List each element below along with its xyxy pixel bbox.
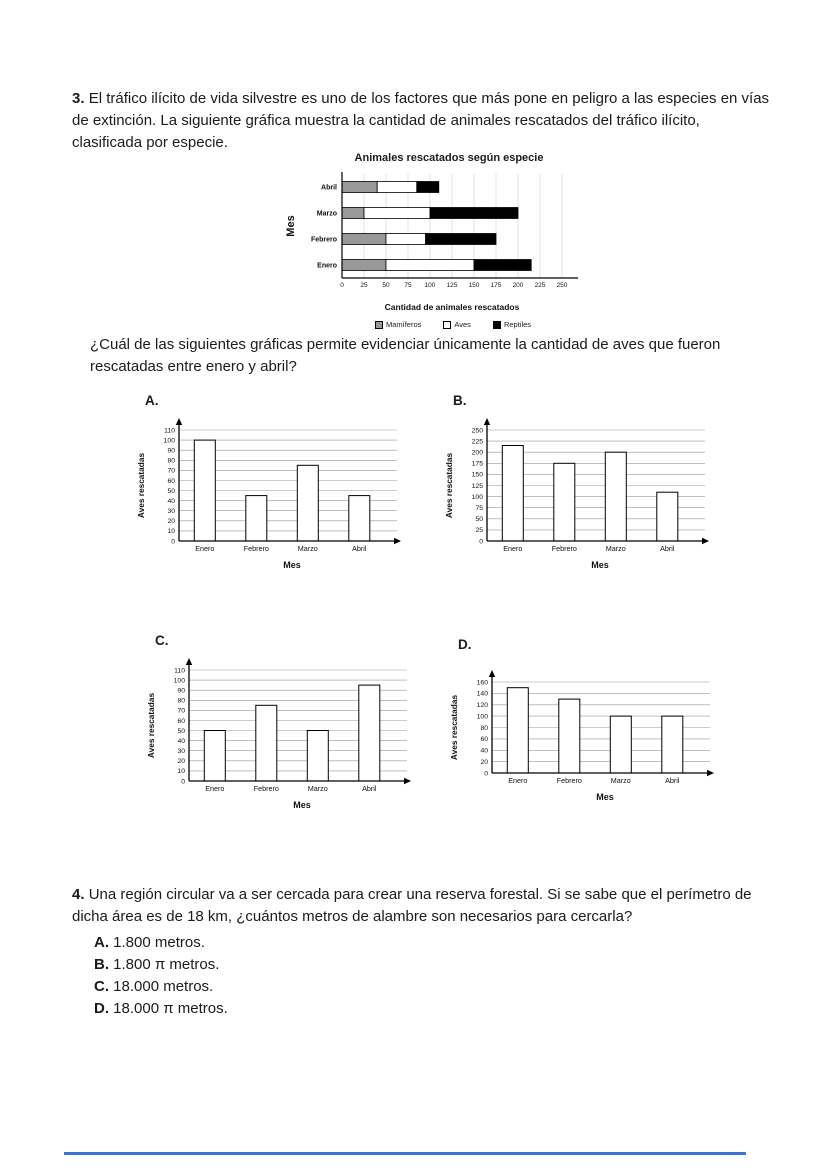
question-4-option-a [94,932,228,953]
svg-text:20: 20 [167,518,175,526]
option-b-chart [443,416,713,571]
question-4-option-c-text: 18.000 metros. [113,978,214,995]
segment-febrero-mamiferos [342,234,386,245]
svg-text:Marzo: Marzo [316,210,337,218]
bar-marzo [605,452,626,541]
chart-title: Animales rescatados según especie [354,152,544,164]
svg-text:70: 70 [167,467,175,475]
bar-abril [662,716,683,773]
question-4-body: Una región circular va a ser cercada para crear una reserva forestal. Si se sabe que el perímetro de dicha área es de 18 km, ¿cuántos metros de alambre son necesarios para cercarla? [72,886,752,925]
option-b-chart [443,416,713,571]
question-4-option-d [94,998,228,1019]
svg-text:250: 250 [471,427,483,435]
question-4-option-a-text: 1.800 metros. [113,934,205,951]
segment-enero-mamiferos [342,260,386,271]
x-axis-arrow-icon [404,778,411,784]
question-4-option-d-text: 18.000 π metros. [113,1000,228,1017]
svg-text:175: 175 [471,460,483,468]
svg-text:100: 100 [424,282,436,289]
svg-text:0: 0 [340,282,344,289]
segment-marzo-reptiles [430,208,518,219]
svg-text:0: 0 [479,538,483,546]
svg-text:Aves rescatadas: Aves rescatadas [146,692,156,759]
svg-text:40: 40 [480,747,488,755]
svg-text:0: 0 [181,778,185,786]
bar-febrero [256,705,277,781]
svg-text:10: 10 [167,528,175,536]
option-c-label: C. [155,633,169,648]
svg-text:Febrero: Febrero [551,544,577,553]
svg-text:50: 50 [167,487,175,495]
svg-text:40: 40 [177,737,185,745]
svg-text:10: 10 [177,768,185,776]
svg-text:110: 110 [164,427,175,435]
stacked-bar-chart-block [278,152,594,329]
question-4-text [72,884,784,928]
svg-text:120: 120 [476,702,488,709]
option-a-label: A. [145,393,159,408]
question-4-option-b-text: 1.800 π metros. [113,956,220,973]
segment-febrero-aves [386,234,426,245]
svg-text:Febrero: Febrero [253,784,279,793]
option-d-chart-block [448,637,718,803]
svg-text:Febrero: Febrero [243,544,269,553]
option-d-label: D. [458,637,472,652]
svg-text:Mes: Mes [596,792,614,802]
svg-text:60: 60 [480,736,488,744]
segment-febrero-reptiles [426,234,496,245]
svg-text:75: 75 [475,505,483,512]
svg-text:50: 50 [382,282,390,289]
y-axis-arrow-icon [186,658,192,665]
option-b-label: B. [453,393,467,408]
svg-text:70: 70 [177,707,185,715]
option-a-chart-block [135,393,405,571]
svg-text:75: 75 [404,282,412,289]
question-3-number: 3. [72,90,85,107]
svg-text:Febrero: Febrero [310,236,337,244]
option-a-chart [135,416,405,571]
svg-text:0: 0 [171,538,175,546]
svg-text:Enero: Enero [508,776,528,785]
svg-text:60: 60 [167,477,175,485]
segment-abril-mamiferos [342,182,377,193]
svg-text:Marzo: Marzo [297,544,318,553]
bar-febrero [246,496,267,541]
legend-swatch-aves [443,321,451,329]
x-axis-arrow-icon [394,538,401,544]
svg-text:Marzo: Marzo [605,544,626,553]
bar-febrero [559,699,580,773]
segment-abril-reptiles [417,182,439,193]
svg-text:175: 175 [490,282,502,289]
svg-text:125: 125 [471,482,483,490]
svg-text:Enero: Enero [503,544,523,553]
bar-marzo [307,731,328,782]
svg-text:Mes: Mes [283,560,301,570]
option-c-chart [145,656,415,811]
svg-text:25: 25 [360,282,368,289]
legend-label-mamiferos: Mamíferos [385,320,422,329]
svg-text:80: 80 [480,724,488,732]
svg-text:200: 200 [471,449,483,457]
svg-text:Enero: Enero [317,262,337,270]
svg-text:100: 100 [163,437,175,445]
legend-item-aves [443,320,471,329]
bar-abril [657,492,678,541]
svg-text:125: 125 [446,282,458,289]
legend-swatch-mamiferos [375,321,383,329]
chart-legend [278,320,594,329]
legend-item-reptiles [493,320,531,329]
option-b-chart-block [443,393,713,571]
legend-label-aves: Aves [454,320,471,329]
svg-text:140: 140 [476,690,488,698]
svg-text:Abril: Abril [321,184,337,192]
svg-text:25: 25 [475,527,483,535]
question-3-text [72,88,770,154]
svg-text:30: 30 [177,748,185,755]
svg-text:Abril: Abril [665,776,680,785]
y-axis-arrow-icon [489,670,495,677]
footer-rule [64,1152,746,1155]
svg-text:110: 110 [174,667,185,675]
svg-text:100: 100 [173,677,185,685]
svg-text:250: 250 [556,282,568,289]
segment-marzo-aves [364,208,430,219]
svg-text:100: 100 [471,493,483,501]
svg-text:30: 30 [167,508,175,515]
svg-text:Marzo: Marzo [610,776,631,785]
option-c-chart-block [145,633,415,811]
svg-text:0: 0 [484,770,488,778]
svg-text:Abril: Abril [352,544,367,553]
bar-enero [194,440,215,541]
svg-text:50: 50 [475,516,483,524]
svg-text:40: 40 [167,497,175,505]
svg-text:100: 100 [476,713,488,721]
svg-text:150: 150 [468,282,480,289]
svg-text:90: 90 [167,447,175,455]
y-axis-arrow-icon [484,418,490,425]
svg-text:Aves rescatadas: Aves rescatadas [449,694,459,761]
option-d-chart [448,668,718,803]
bar-enero [204,731,225,782]
stacked-bar-chart [278,168,594,316]
segment-marzo-mamiferos [342,208,364,219]
svg-text:Mes: Mes [591,560,609,570]
bar-enero [507,688,528,773]
bar-abril [349,496,370,541]
x-axis-arrow-icon [707,770,714,776]
svg-text:Abril: Abril [660,544,675,553]
question-4-option-d-letter: D. [94,1000,109,1017]
svg-text:Marzo: Marzo [307,784,328,793]
svg-text:60: 60 [177,717,185,725]
bar-marzo [610,716,631,773]
legend-item-mamiferos [375,320,421,329]
question-4-option-c [94,976,228,997]
question-3-body: El tráfico ilícito de vida silvestre es uno de los factores que más pone en peligro a las especies en vías de extinción. La siguiente gráfica muestra la cantidad de animales rescatados del tráfico ilícito, clasificada por especie. [72,90,770,151]
svg-text:Enero: Enero [195,544,215,553]
svg-text:225: 225 [471,438,483,446]
svg-text:20: 20 [480,758,488,766]
svg-text:Aves rescatadas: Aves rescatadas [444,452,454,519]
bar-abril [359,685,380,781]
svg-text:225: 225 [534,282,546,289]
svg-text:Febrero: Febrero [556,776,582,785]
question-4-number: 4. [72,886,85,903]
svg-text:Mes: Mes [293,800,311,810]
svg-text:150: 150 [471,471,483,479]
question-3-prompt: ¿Cuál de las siguientes gráficas permite evidenciar únicamente la cantidad de aves que fueron rescatadas entre enero y abril? [90,336,721,375]
svg-text:90: 90 [177,687,185,695]
question-4-option-b-letter: B. [94,956,109,973]
svg-text:Abril: Abril [362,784,377,793]
question-4-options [94,932,228,1020]
svg-text:20: 20 [177,758,185,766]
option-d-chart [448,668,718,803]
svg-text:Cantidad de animales rescatado: Cantidad de animales rescatados [384,302,520,312]
segment-enero-aves [386,260,474,271]
x-axis-arrow-icon [702,538,709,544]
svg-text:50: 50 [177,727,185,735]
svg-text:Mes: Mes [285,215,297,237]
option-c-chart [145,656,415,811]
svg-text:160: 160 [476,679,488,687]
svg-text:Enero: Enero [205,784,225,793]
svg-text:80: 80 [177,697,185,705]
bar-febrero [554,463,575,541]
legend-swatch-reptiles [493,321,501,329]
question-4-option-b [94,954,228,975]
bar-enero [502,446,523,542]
bar-marzo [297,465,318,541]
y-axis-arrow-icon [176,418,182,425]
segment-enero-reptiles [474,260,531,271]
svg-text:80: 80 [167,457,175,465]
question-4-option-a-letter: A. [94,934,109,951]
option-a-chart [135,416,405,571]
svg-text:200: 200 [512,282,524,289]
question-4-option-c-letter: C. [94,978,109,995]
legend-label-reptiles: Reptiles [503,320,532,329]
segment-abril-aves [377,182,417,193]
animales-rescatados-chart [278,168,588,316]
svg-text:Aves rescatadas: Aves rescatadas [136,452,146,519]
